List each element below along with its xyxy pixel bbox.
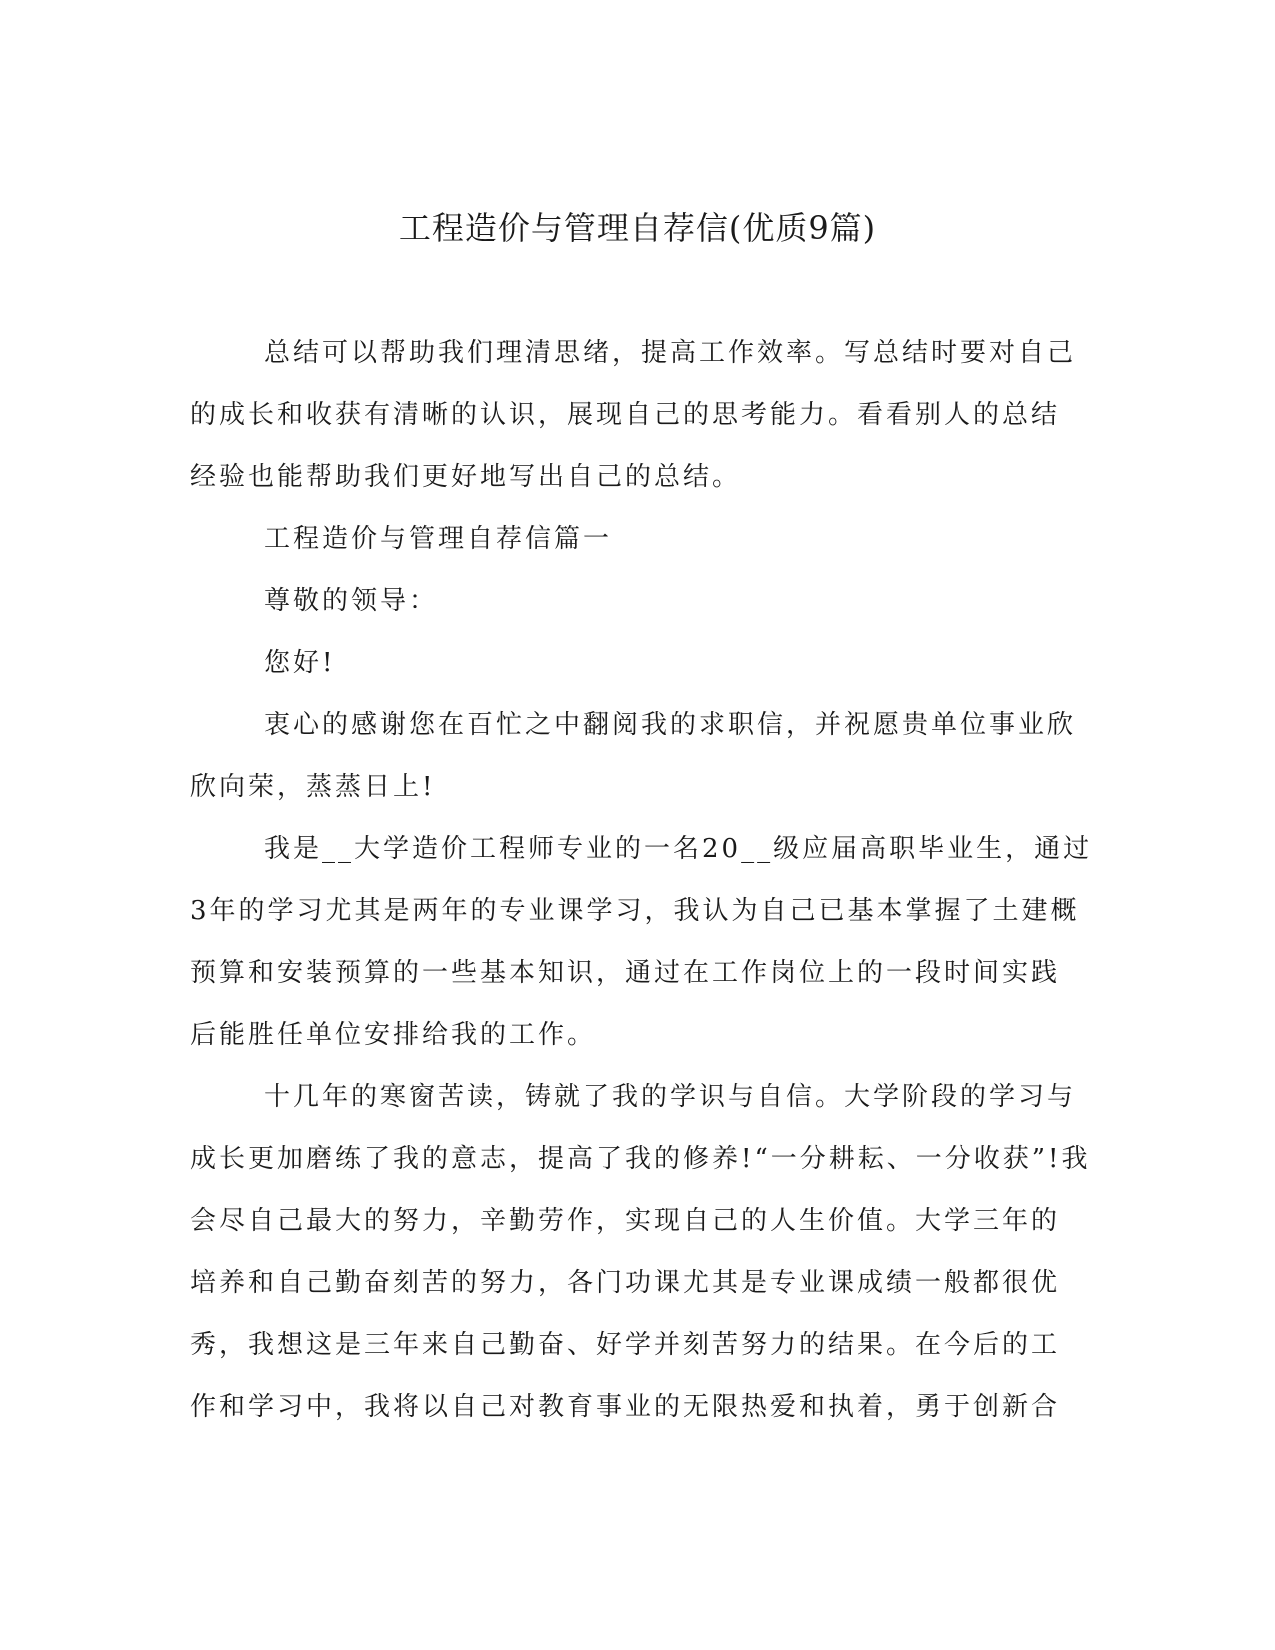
text-line: 经验也能帮助我们更好地写出自己的总结。	[190, 462, 742, 492]
text-line: 尊敬的领导：	[264, 586, 439, 616]
text-line: 十几年的寒窗苦读，铸就了我的学识与自信。大学阶段的学习与	[264, 1082, 1077, 1112]
text-line: 作和学习中，我将以自己对教育事业的无限热爱和执着，勇于创新合	[190, 1392, 1061, 1422]
text-line: 培养和自己勤奋刻苦的努力，各门功课尤其是专业课成绩一般都很优	[190, 1268, 1061, 1298]
text-line: 您好!	[264, 648, 336, 678]
text-line: 成长更加磨练了我的意志，提高了我的修养!“一分耕耘、一分收获”!我	[190, 1144, 1091, 1174]
text-line: 工程造价与管理自荐信篇一	[264, 524, 613, 554]
text-line: 总结可以帮助我们理清思绪，提高工作效率。写总结时要对自己	[264, 338, 1077, 368]
text-line: 预算和安装预算的一些基本知识，通过在工作岗位上的一段时间实践	[190, 958, 1061, 988]
text-line: 欣向荣，蒸蒸日上!	[190, 772, 436, 802]
text-line: 衷心的感谢您在百忙之中翻阅我的求职信，并祝愿贵单位事业欣	[264, 710, 1077, 740]
text-line: 3年的学习尤其是两年的专业课学习，我认为自己已基本掌握了土建概	[190, 896, 1080, 926]
document-body	[190, 322, 1093, 1438]
text-line: 会尽自己最大的努力，辛勤劳作，实现自己的人生价值。大学三年的	[190, 1206, 1061, 1236]
text-line: 的成长和收获有清晰的认识，展现自己的思考能力。看看别人的总结	[190, 400, 1061, 430]
text-line: 我是__大学造价工程师专业的一名20__级应届高职毕业生，通过	[264, 834, 1093, 864]
document-title: 工程造价与管理自荐信(优质9篇)	[398, 209, 877, 247]
text-line: 后能胜任单位安排给我的工作。	[190, 1020, 597, 1050]
text-line: 秀，我想这是三年来自己勤奋、好学并刻苦努力的结果。在今后的工	[190, 1330, 1061, 1360]
